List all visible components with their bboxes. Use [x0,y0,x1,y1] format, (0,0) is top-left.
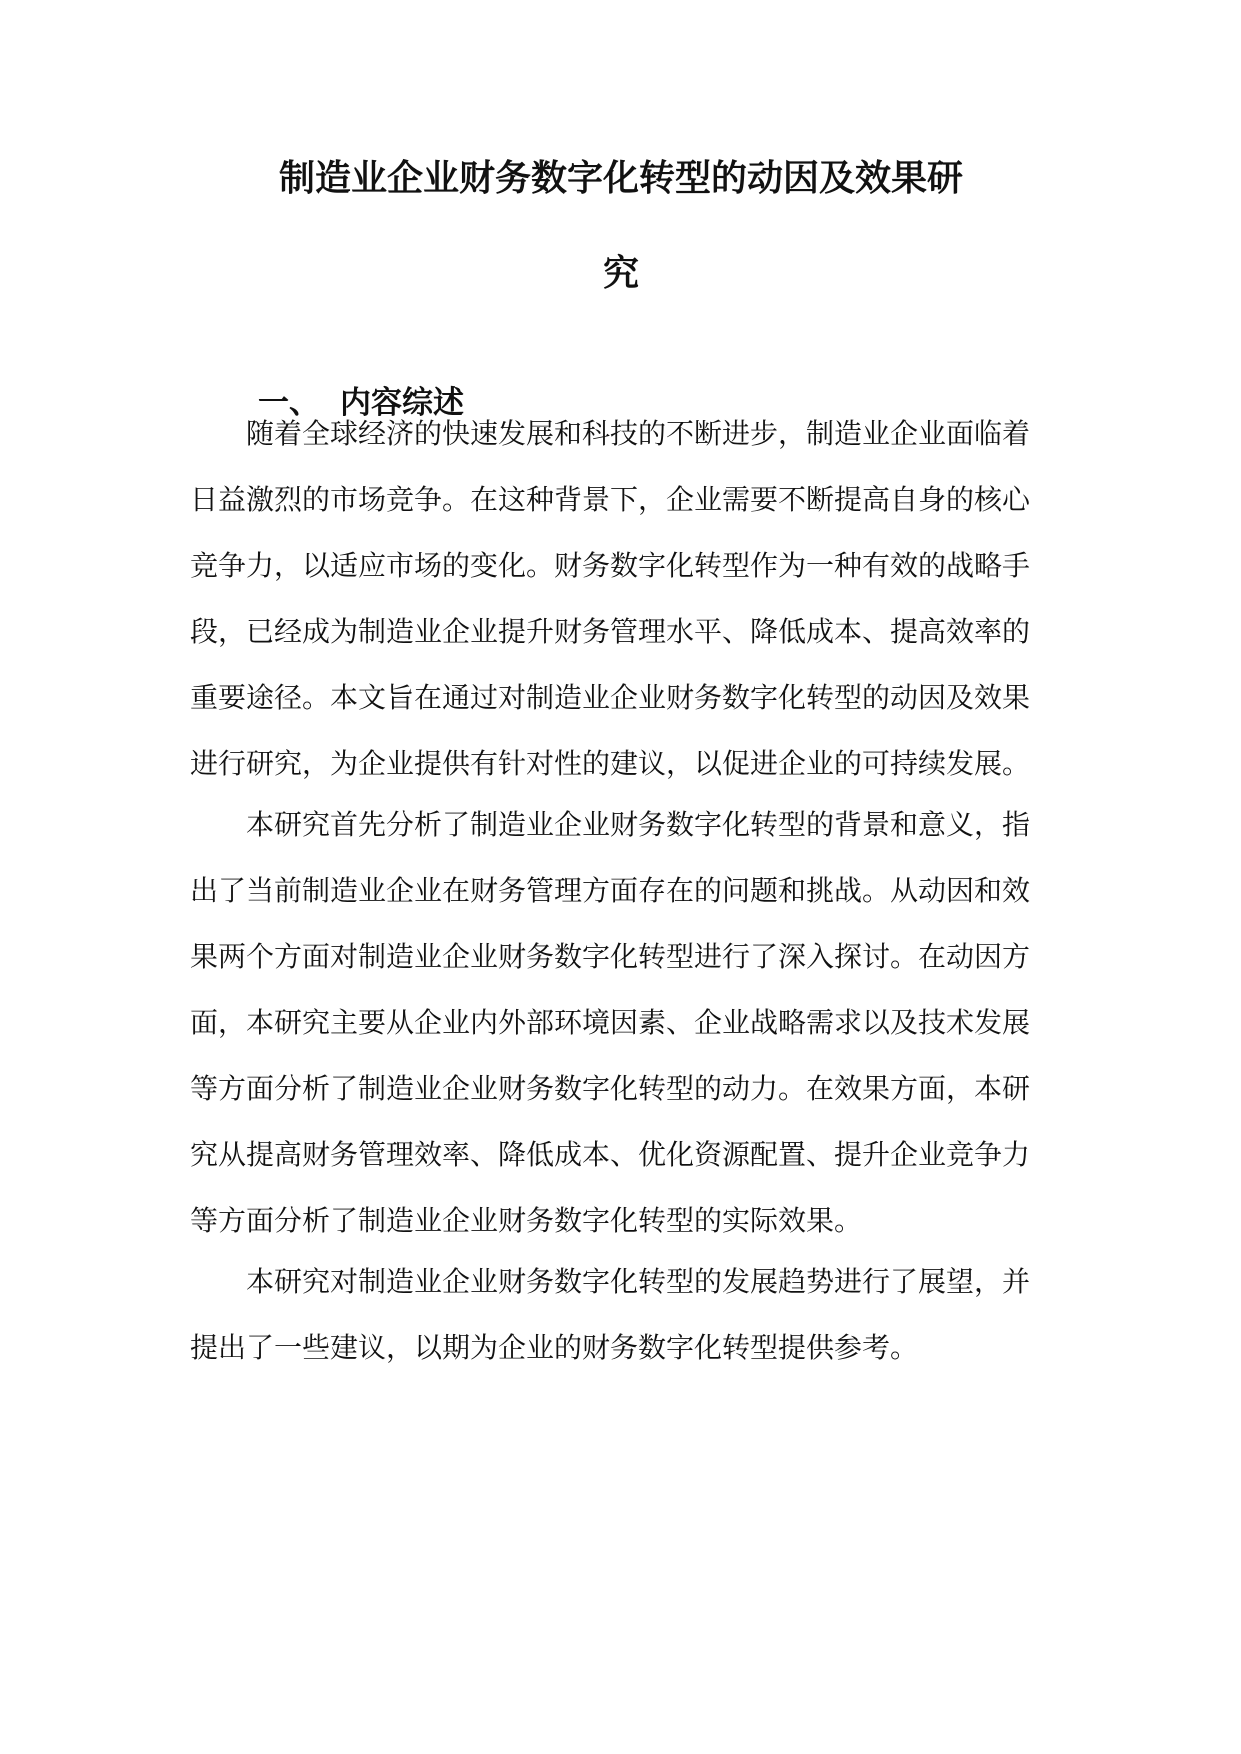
section-number: 一、 [258,385,320,421]
paragraph-3-line: 提出了一些建议，以期为企业的财务数字化转型提供参考。 [190,1331,919,1364]
paragraph-2-line: 面，本研究主要从企业内外部环境因素、企业战略需求以及技术发展 [190,1006,1031,1039]
paragraph-2-line: 等方面分析了制造业企业财务数字化转型的实际效果。 [190,1204,863,1237]
paragraph-2-line: 等方面分析了制造业企业财务数字化转型的动力。在效果方面，本研 [190,1072,1031,1105]
paragraph-2-line: 出了当前制造业企业在财务管理方面存在的问题和挑战。从动因和效 [190,874,1031,907]
paragraph-2-line: 究从提高财务管理效率、降低成本、优化资源配置、提升企业竞争力 [190,1138,1031,1171]
paragraph-1-line: 竞争力，以适应市场的变化。财务数字化转型作为一种有效的战略手 [190,549,1031,582]
paragraph-1-line: 段，已经成为制造业企业提升财务管理水平、降低成本、提高效率的 [190,615,1031,648]
paragraph-1-line: 重要途径。本文旨在通过对制造业企业财务数字化转型的动因及效果 [190,681,1031,714]
paragraph-1-line: 日益激烈的市场竞争。在这种背景下，企业需要不断提高自身的核心 [190,483,1031,516]
paragraph-1-line: 随着全球经济的快速发展和科技的不断进步，制造业企业面临着 [246,417,1031,450]
document-title-line-1: 制造业企业财务数字化转型的动因及效果研 [278,158,963,199]
document-title-line-2: 究 [602,253,639,294]
paragraph-2-line: 果两个方面对制造业企业财务数字化转型进行了深入探讨。在动因方 [190,940,1031,973]
paragraph-2-line: 本研究首先分析了制造业企业财务数字化转型的背景和意义，指 [246,808,1031,841]
paragraph-1-line: 进行研究，为企业提供有针对性的建议，以促进企业的可持续发展。 [190,747,1031,780]
section-title: 内容综述 [340,385,464,421]
paragraph-3-line: 本研究对制造业企业财务数字化转型的发展趋势进行了展望，并 [246,1265,1031,1298]
